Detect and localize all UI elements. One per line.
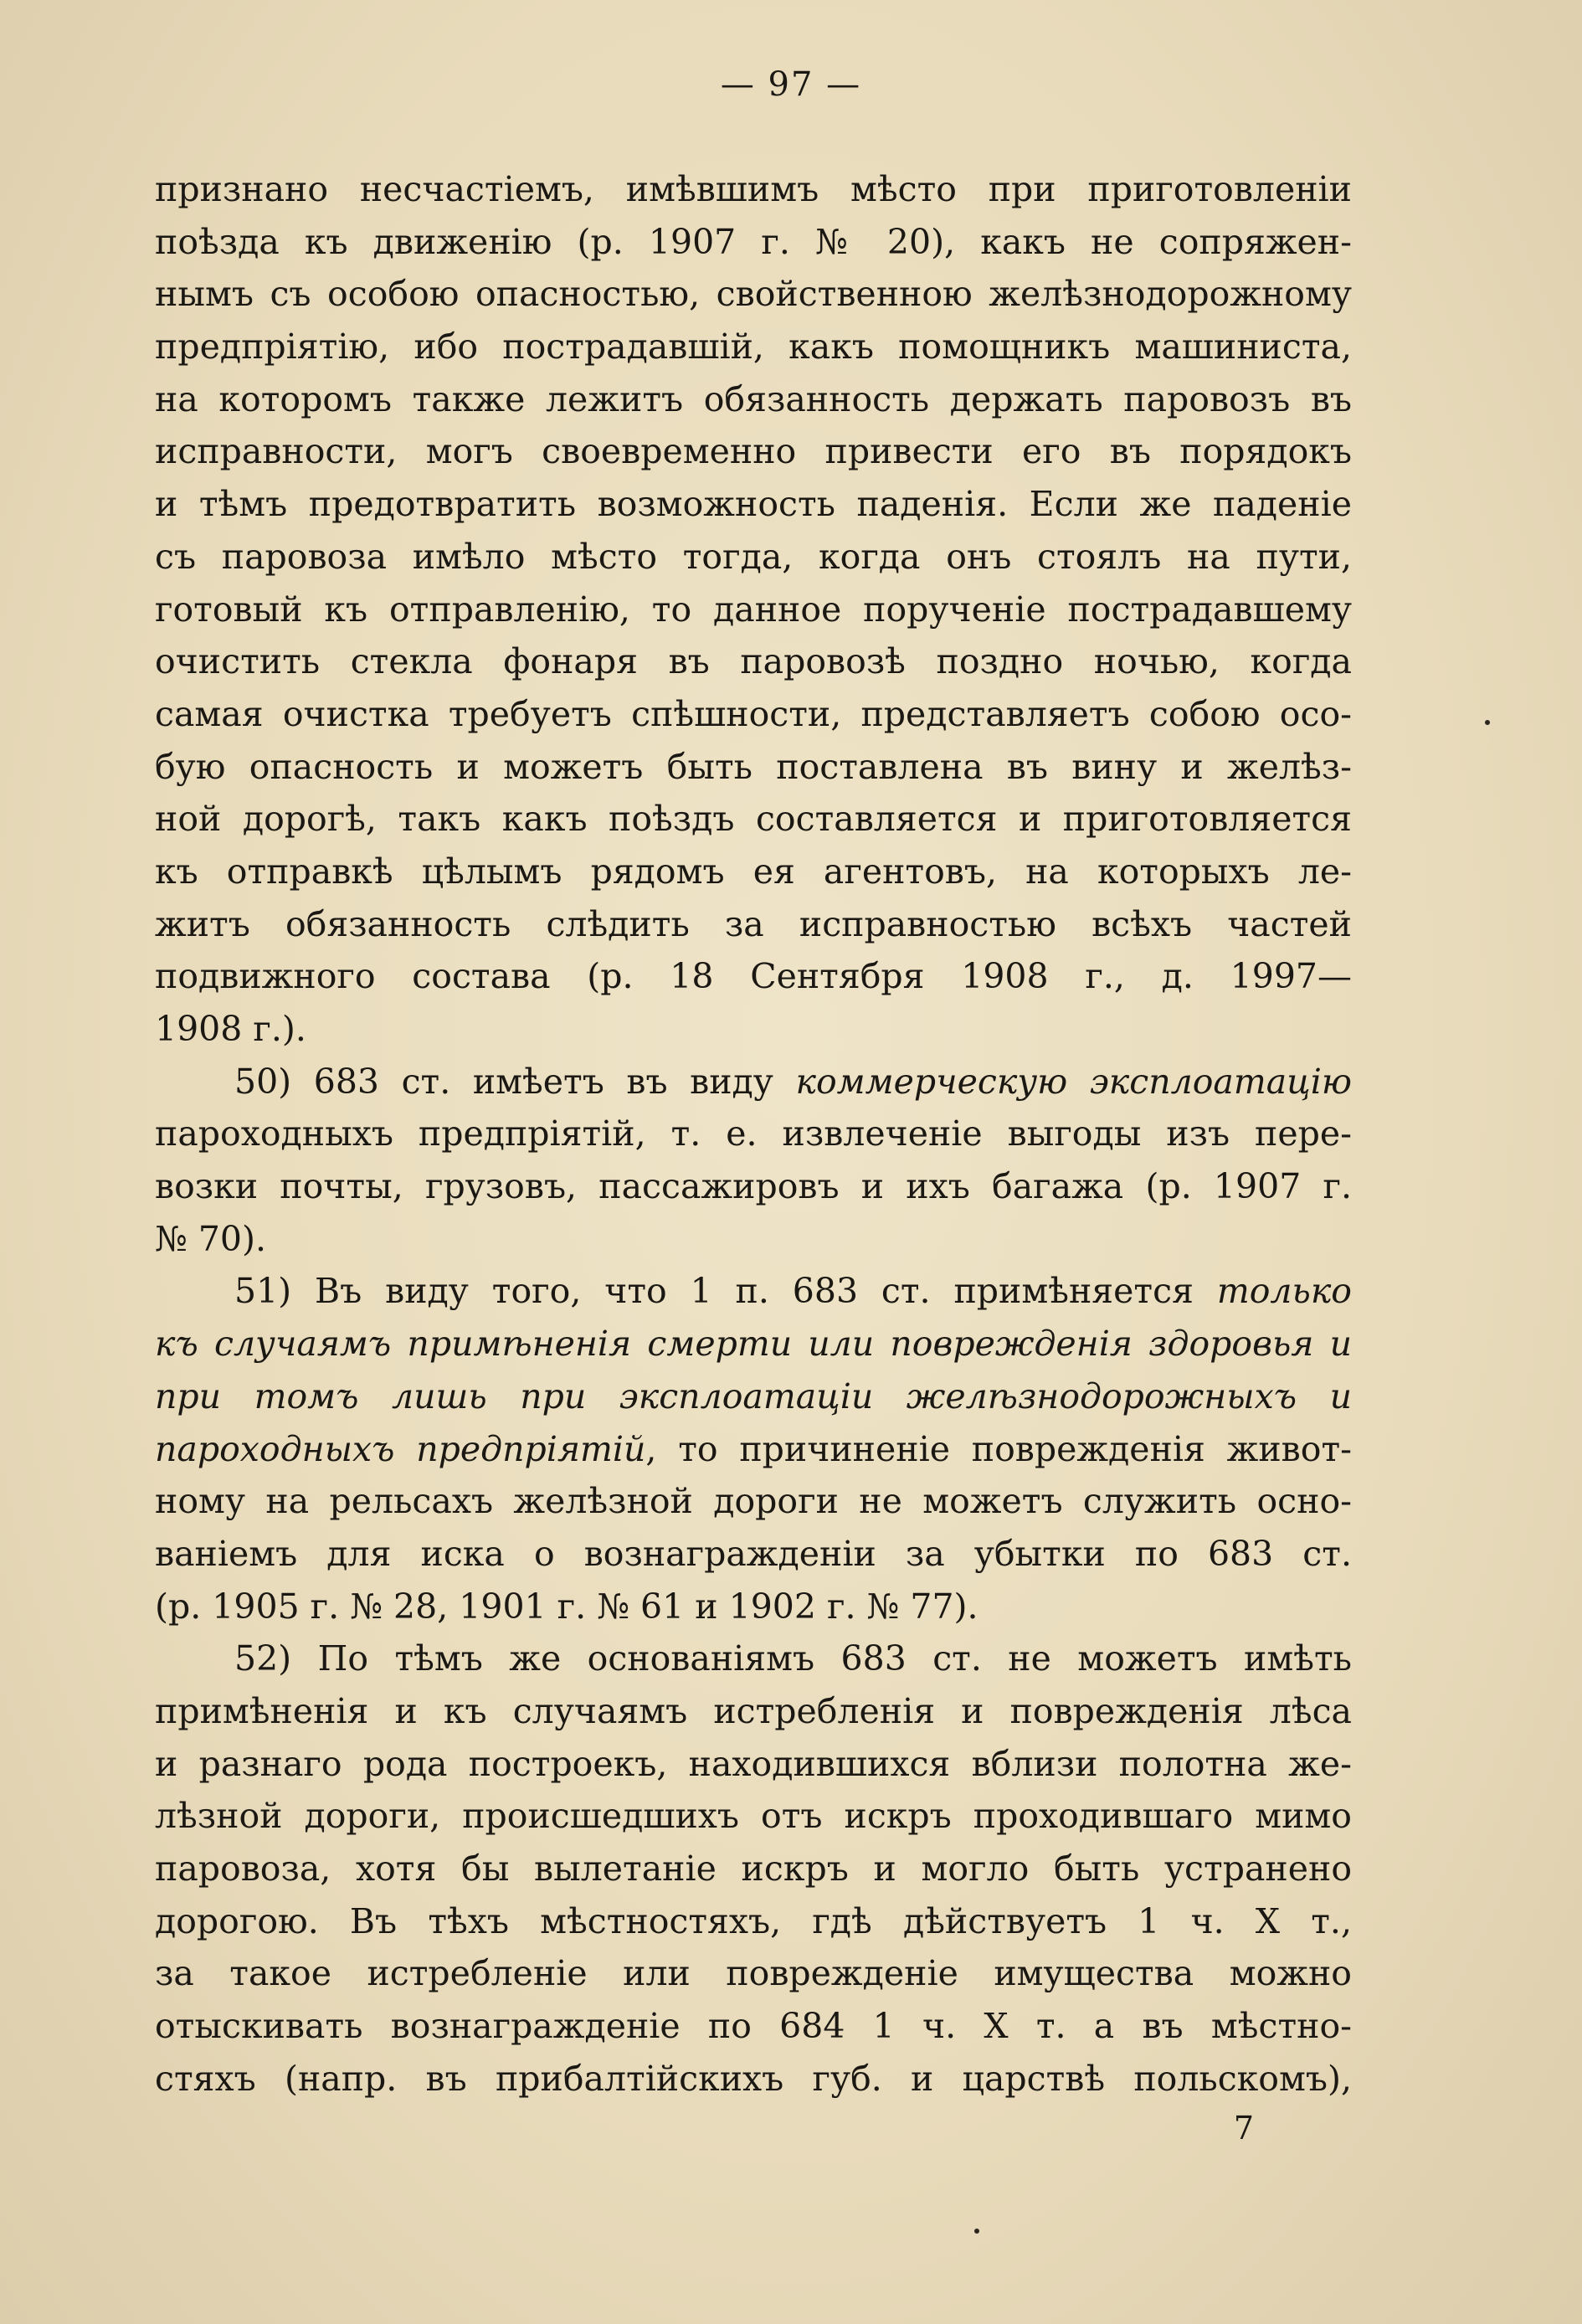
italic-span: коммерческую эксплоатацію [795,1061,1353,1102]
speck [974,2229,979,2234]
text-line: № 70). [155,1218,267,1259]
text-line [155,1318,1352,1370]
text-line: исправности, могъ своевременно привести его въ порядокъ [155,431,1352,472]
italic-span: только [1216,1271,1352,1312]
text-line [155,1056,1352,1108]
text-line: готовый къ отправленію, то данное порученіе пострадавшему [155,589,1352,630]
text-line: ной дорогѣ, такъ какъ поѣздъ составляется и приготовляется [155,799,1352,840]
text-line: и разнаго рода построекъ, находившихся вблизи полотна же- [155,1743,1352,1784]
text-line: подвижного состава (р. 18 Сентября 1908 г., д. 1997— [155,956,1352,997]
text-line: лѣзной дороги, происшедшихъ отъ искръ проходившаго мимо [155,1796,1352,1837]
text-line: очистить стекла фонаря въ паровозѣ поздно ночью, когда [155,641,1352,682]
text-line: ному на рельсахъ желѣзной дороги не можетъ служить осно- [155,1481,1352,1522]
text-line [155,1423,1352,1476]
italic-span: къ случаямъ примѣненія смерти или поврежденія здоровья и [155,1324,1352,1365]
signature-mark: 7 [1233,2110,1254,2147]
text-line: поѣзда къ движенію (р. 1907 г. № 20), какъ не сопряжен- [155,221,1352,262]
text-line [155,1370,1352,1423]
text-line: съ паровоза имѣло мѣсто тогда, когда онъ стоялъ на пути, [155,536,1352,577]
text-line: отыскивать вознагражденіе по 684 1 ч. X т. а въ мѣстно- [155,2006,1352,2047]
text-line: дорогою. Въ тѣхъ мѣстностяхъ, гдѣ дѣйствуетъ 1 ч. X т., [155,1900,1352,1941]
text-span: 50) 683 ст. имѣетъ въ виду [234,1061,796,1102]
text-line: нымъ съ особою опасностью, свойственною желѣзнодорожному [155,274,1352,315]
speck [1485,720,1490,725]
text-line: признано несчастіемъ, имѣвшимъ мѣсто при приготовленіи [155,169,1352,209]
text-line: примѣненія и къ случаямъ истребленія и поврежденія лѣса [155,1690,1352,1731]
text-line: бую опасность и можетъ быть поставлена въ вину и желѣз- [155,746,1352,787]
text-line: паровоза, хотя бы вылетаніе искръ и могло быть устранено [155,1848,1352,1889]
text-line: 52) По тѣмъ же основаніямъ 683 ст. не можетъ имѣть [234,1638,1352,1679]
text-span: 51) Въ виду того, что 1 п. 683 ст. примѣняется [234,1271,1217,1312]
text-line: житъ обязанность слѣдить за исправностью всѣхъ частей [155,903,1352,944]
text-line: 1908 г.). [155,1009,306,1049]
text-line: пароходныхъ предпріятій, т. е. извлеченіе выгоды изъ пере- [155,1113,1352,1154]
text-line: къ отправкѣ цѣлымъ рядомъ ея агентовъ, на которыхъ ле- [155,851,1352,892]
text-line: (р. 1905 г. № 28, 1901 г. № 61 и 1902 г. № 77). [155,1586,978,1627]
text-span: , то причиненіе поврежденія живот- [645,1428,1352,1469]
italic-span: пароходныхъ предпріятій [155,1428,646,1469]
italic-span: при томъ лишь при эксплоатаціи желѣзнодорожныхъ и [155,1375,1352,1417]
text-line: на которомъ также лежитъ обязанность держать паровозъ въ [155,378,1352,419]
text-line: возки почты, грузовъ, пассажировъ и ихъ багажа (р. 1907 г. [155,1166,1352,1207]
text-line: и тѣмъ предотвратить возможность паденія. Если же паденіе [155,484,1352,525]
text-line: предпріятію, ибо пострадавшій, какъ помощникъ машиниста, [155,326,1352,368]
text-line: ваніемъ для иска о вознагражденіи за убытки по 683 ст. [155,1533,1352,1574]
text-line: самая очистка требуетъ спѣшности, представляетъ собою осо- [155,693,1352,734]
body-text [155,163,1352,2105]
page-number: — 97 — [720,65,862,104]
text-line: стяхъ (напр. въ прибалтійскихъ губ. и царствѣ польскомъ), [155,2058,1352,2099]
text-line [155,1265,1352,1318]
text-line: за такое истребленіе или поврежденіе имущества можно [155,1953,1352,1994]
